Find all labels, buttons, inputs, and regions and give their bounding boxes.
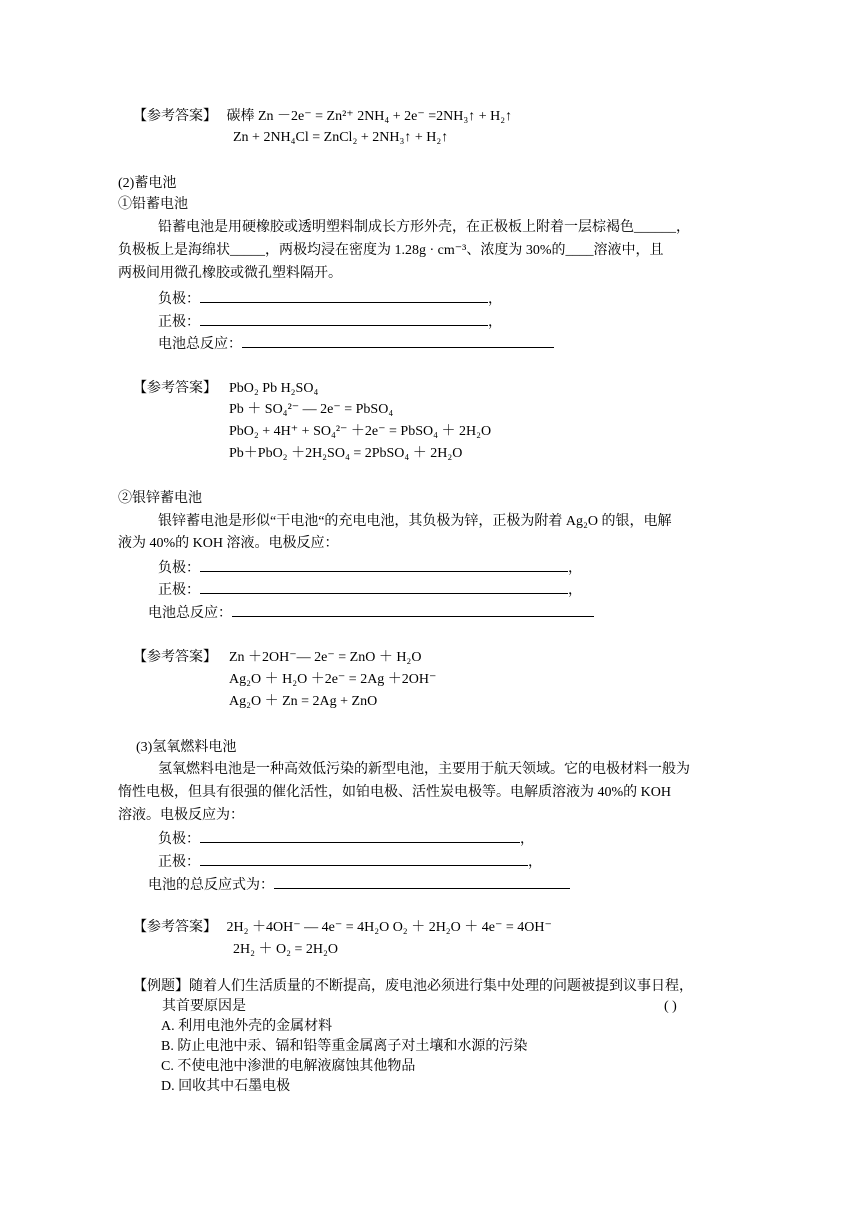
answer-4-line-2: 2H₂ ＋ O₂ = 2H₂O [233,942,338,957]
negative-label: 负极： [158,292,200,307]
total-label: 电池总反应： [148,606,232,621]
fuel-cell-para-1: 氢氧燃料电池是一种高效低污染的新型电池，主要用于航天领域。它的电极材料一般为 [158,762,690,777]
section-3-title: (3)氢氧燃料电池 [136,740,237,755]
silver-zinc-para-1: 银锌蓄电池是形似“干电池“的充电电池，其负极为锌，正极为附着 Ag₂O 的银，电解 [158,514,672,529]
answer-label: 【参考答案】 [133,381,217,396]
section-2-title: (2)蓄电池 [118,176,177,191]
total-blank[interactable] [232,602,594,617]
answer-1-line-1: 碳棒 Zn －2e⁻ = Zn²⁺ 2NH₄ + 2e⁻ =2NH₃↑ + H₂↑ [226,109,513,124]
silver-zinc-title: ②银锌蓄电池 [118,491,202,506]
lead-negative-line [158,288,502,308]
total-label: 电池的总反应式为： [148,878,274,893]
answer-block-3 [133,648,217,668]
answer-2-line-4: Pb＋PbO₂ ＋2H₂SO₄ = 2PbSO₄ ＋ 2H₂O [229,446,463,461]
lead-positive-line [158,311,502,331]
option-b[interactable]: B. 防止电池中汞、镉和铅等重金属离子对土壤和水源的污染 [161,1039,528,1054]
comma: ， [488,315,502,330]
lead-battery-para-1: 铅蓄电池是用硬橡胶或透明塑料制成长方形外壳，在正极板上附着一层棕褐色______， [158,220,690,235]
lead-battery-title: ①铅蓄电池 [118,197,188,212]
positive-blank[interactable] [200,851,528,866]
answer-4-line-1: 2H₂ ＋4OH⁻ — 4e⁻ = 4H₂O O₂ ＋ 2H₂O ＋ 4e⁻ = 4OH⁻ [226,920,552,935]
comma: ， [568,583,582,598]
comma: ， [520,832,534,847]
silver-negative-line [158,557,582,577]
comma: ， [528,855,542,870]
answer-block-4 [133,918,552,938]
negative-blank[interactable] [200,288,488,303]
lead-total-line [158,333,554,353]
total-label: 电池总反应： [158,337,242,352]
positive-label: 正极： [158,583,200,598]
answer-label: 【参考答案】 [133,109,217,124]
positive-label: 正极： [158,855,200,870]
total-blank[interactable] [274,874,570,889]
comma: ， [488,292,502,307]
comma: ， [568,561,582,576]
positive-label: 正极： [158,315,200,330]
answer-bracket[interactable]: ( ) [664,999,677,1014]
answer-2-line-2: Pb ＋ SO₄²⁻ — 2e⁻ = PbSO₄ [229,402,394,417]
fuel-cell-para-3: 溶液。电极反应为： [118,808,244,823]
fuel-negative-line [158,828,534,848]
answer-2-line-1: PbO₂ Pb H₂SO₄ [229,381,319,396]
example-stem-line-1 [133,977,693,997]
silver-zinc-para-2: 液为 40%的 KOH 溶液。电极反应： [118,536,339,551]
answer-3-line-3: Ag₂O ＋ Zn = 2Ag + ZnO [229,694,378,709]
answer-label: 【参考答案】 [133,920,217,935]
negative-blank[interactable] [200,828,520,843]
answer-label: 【参考答案】 [133,650,217,665]
lead-battery-para-2: 负极板上是海绵状_____，两极均浸在密度为 1.28g · cm⁻³、浓度为 30%的____溶液中，且 [118,243,664,258]
example-stem-1: 随着人们生活质量的不断提高，废电池必须进行集中处理的问题被提到议事日程， [189,979,693,994]
answer-2-line-3: PbO₂ + 4H⁺ + SO₄²⁻ ＋2e⁻ = PbSO₄ ＋ 2H₂O [229,424,492,439]
negative-label: 负极： [158,561,200,576]
option-a[interactable]: A. 利用电池外壳的金属材料 [161,1019,333,1034]
option-c[interactable]: C. 不使电池中渗泄的电解液腐蚀其他物品 [161,1059,416,1074]
fuel-cell-para-2: 惰性电极，但具有很强的催化活性，如铂电极、活性炭电极等。电解质溶液为 40%的 KOH [118,785,671,800]
answer-1-line-2: Zn + 2NH₄Cl = ZnCl₂ + 2NH₃↑ + H₂↑ [233,130,449,145]
positive-blank[interactable] [200,579,568,594]
option-d[interactable]: D. 回收其中石墨电极 [161,1079,291,1094]
positive-blank[interactable] [200,311,488,326]
silver-positive-line [158,579,582,599]
answer-block-2 [133,379,217,399]
lead-battery-para-3: 两极间用微孔橡胶或微孔塑料隔开。 [118,266,342,281]
example-label: 【例题】 [133,979,189,994]
answer-block-1 [133,107,512,127]
answer-3-line-2: Ag₂O ＋ H₂O ＋2e⁻ = 2Ag ＋2OH⁻ [229,672,437,687]
negative-label: 负极： [158,832,200,847]
negative-blank[interactable] [200,557,568,572]
example-stem-2: 其首要原因是 [162,999,246,1014]
silver-total-line [148,602,594,622]
fuel-total-line [148,874,570,894]
total-blank[interactable] [242,333,554,348]
fuel-positive-line [158,851,542,871]
answer-3-line-1: Zn ＋2OH⁻— 2e⁻ = ZnO ＋ H₂O [229,650,422,665]
